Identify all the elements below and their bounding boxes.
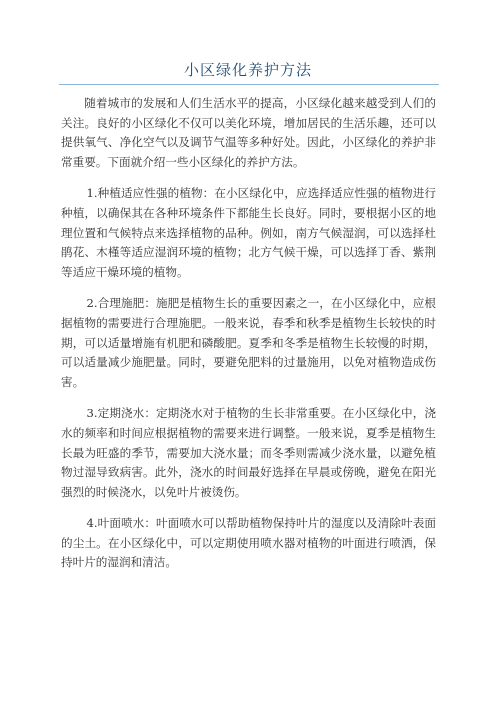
section-paragraph-leaf-spraying: 4.叶面喷水：叶面喷水可以帮助植物保持叶片的湿度以及清除叶表面的尘土。在小区绿化中，可以定期使用喷水器对植物的叶面进行喷洒，保持叶片的湿润和清洁。 <box>61 516 436 570</box>
section-paragraph-watering: 3.定期浇水：定期浇水对于植物的生长非常重要。在小区绿化中，浇水的频率和时间应根据植物的需要来进行调整。一般来说，夏季是植物生长最为旺盛的季节，需要加大浇水量；而冬季则需减少浇水量，以避免植物过湿导致病害。此外，浇水的时间最好选择在早晨或傍晚，避免在阳光强烈的时候浇水，以免叶片被烫伤。 <box>61 406 436 499</box>
section-paragraph-planting: 1.种植适应性强的植物：在小区绿化中，应选择适应性强的植物进行种植，以确保其在各种环境条件下都能生长良好。同时，要根据小区的地理位置和气候特点来选择植物的品种。例如，南方气候湿润，可以选择杜鹃花、木槿等适应湿润环境的植物；北方气候干燥，可以选择丁香、紫荆等适应干燥环境的植物。 <box>61 186 436 279</box>
intro-paragraph: 随着城市的发展和人们生活水平的提高，小区绿化越来越受到人们的关注。良好的小区绿化不仅可以美化环境，增加居民的生活乐趣，还可以提供氧气、净化空气以及调节气温等多种好处。因此，小区绿化的养护非常重要。下面就介绍一些小区绿化的养护方法。 <box>61 96 436 169</box>
title-divider <box>59 84 439 85</box>
document-title: 小区绿化养护方法 <box>183 61 312 79</box>
section-paragraph-fertilizing: 2.合理施肥：施肥是植物生长的重要因素之一，在小区绿化中，应根据植物的需要进行合理施肥。一般来说，春季和秋季是植物生长较快的时期，可以适量增施有机肥和磷酸肥。夏季和冬季是植物生长较慢的时期，可以适量减少施肥量。同时，要避免肥料的过量施用，以免对植物造成伤害。 <box>61 296 436 389</box>
document-body <box>61 94 436 585</box>
